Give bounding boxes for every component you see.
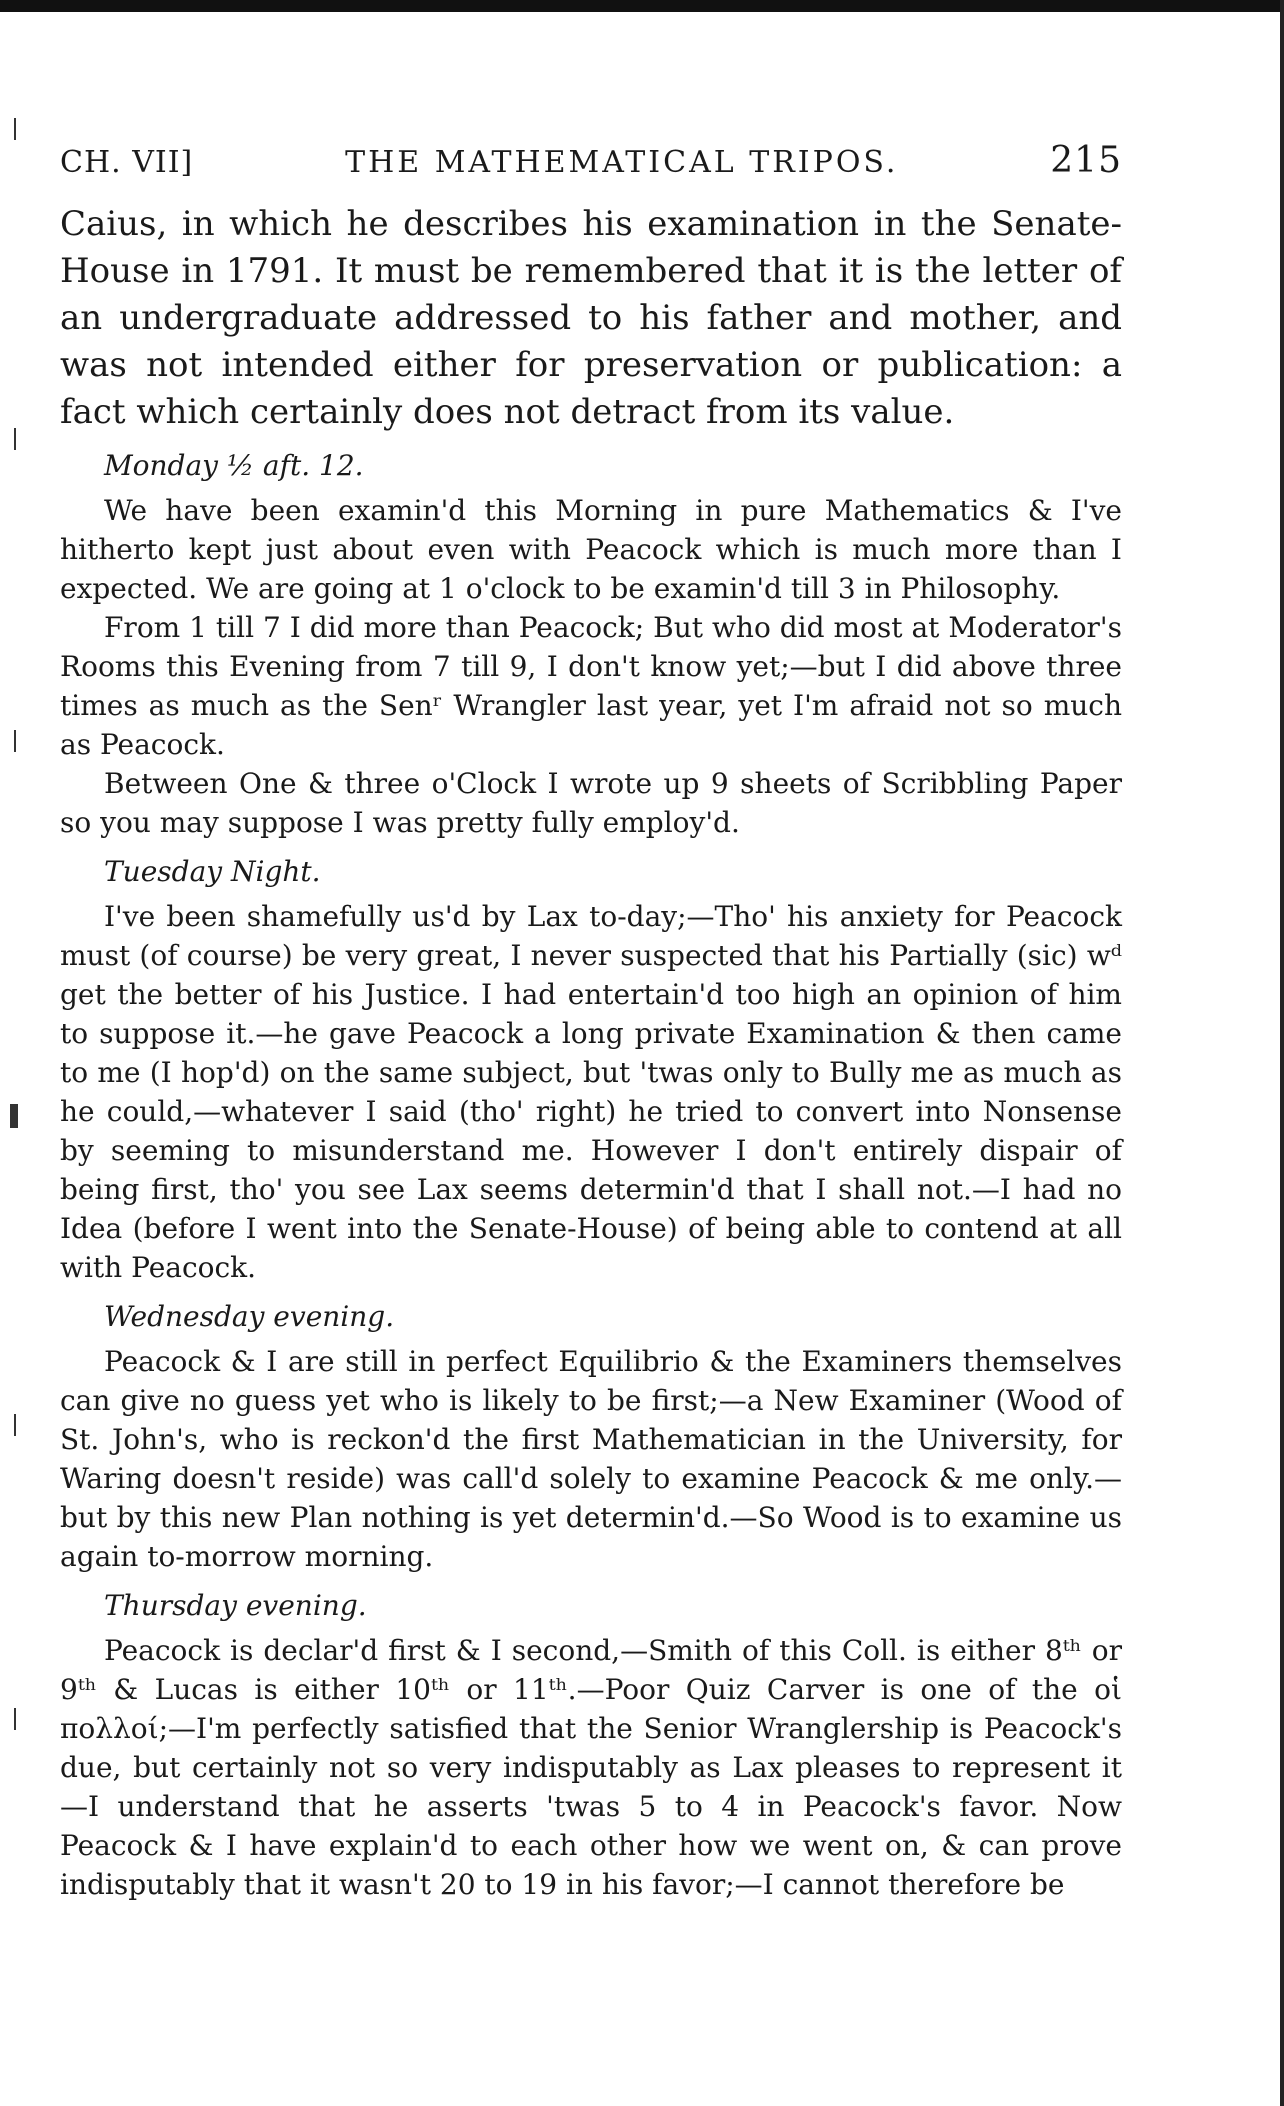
- section-heading: Tuesday Night.: [104, 855, 321, 888]
- section-heading: Wednesday evening.: [104, 1300, 395, 1333]
- binding-margin: [8, 0, 22, 2106]
- letter-paragraph: We have been examin'd this Morning in pure Mathematics & I've hitherto kept just about even with Peacock which is much more than I expected. We are going at 1 o'clock to be examin'd till 3 in Philosophy.: [60, 494, 1122, 605]
- document-page: [60, 140, 1122, 1904]
- letter-paragraph: From 1 till 7 I did more than Peacock; But who did most at Moderator's Rooms this Evening from 7 till 9, I don't know yet;—but I did above three times as much as the Senʳ Wrangler last year, yet I'm afraid not so much as Peacock.: [60, 611, 1122, 761]
- intro-paragraph: Caius, in which he describes his examination in the Senate-House in 1791. It must be remembered that it is the letter of an undergraduate addressed to his father and mother, and was not intended either for preservation or publication: a fact which certainly does not detract from its value.: [60, 204, 1122, 432]
- letter-paragraph: Peacock & I are still in perfect Equilibrio & the Examiners themselves can give no guess yet who is likely to be first;—a New Examiner (Wood of St. John's, who is reckon'd the first Mathematician in the University, for Waring doesn't reside) was call'd solely to examine Peacock & me only.—but by this new Plan nothing is yet determin'd.—So Wood is to examine us again to-morrow morning.: [60, 1345, 1122, 1573]
- chapter-label: CH. VII]: [60, 145, 194, 180]
- section-heading: Thursday evening.: [104, 1589, 367, 1622]
- letter-paragraph: Peacock is declar'd first & I second,—Smith of this Coll. is either 8ᵗʰ or 9ᵗʰ & Lucas is either 10ᵗʰ or 11ᵗʰ.—Poor Quiz Carver is one of the οἱ πολλοί;—I'm perfectly satisfied that the Senior Wranglership is Peacock's due, but certainly not so very indisputably as Lax pleases to represent it —I understand that he asserts 'twas 5 to 4 in Peacock's favor. Now Peacock & I have explain'd to each other how we went on, & can prove indisputably that it wasn't 20 to 19 in his favor;—I cannot therefore be: [60, 1634, 1122, 1901]
- page-number: 215: [1050, 140, 1122, 181]
- running-title: THE MATHEMATICAL TRIPOS.: [345, 145, 899, 180]
- page-right-edge: [1280, 0, 1284, 2106]
- section-heading: Monday ½ aft. 12.: [104, 449, 364, 482]
- letter-paragraph: Between One & three o'Clock I wrote up 9 sheets of Scribbling Paper so you may suppose I was pretty fully employ'd.: [60, 767, 1122, 839]
- page-top-edge: [0, 0, 1284, 12]
- letter-paragraph: I've been shamefully us'd by Lax to-day;—Tho' his anxiety for Peacock must (of course) be very great, I never suspected that his Partially (sic) wᵈ get the better of his Justice. I had entertain'd too high an opinion of him to suppose it.—he gave Peacock a long private Examination & then came to me (I hop'd) on the same subject, but 'twas only to Bully me as much as he could,—whatever I said (tho' right) he tried to convert into Nonsense by seeming to misunderstand me. However I don't entirely dispair of being first, tho' you see Lax seems determin'd that I shall not.—I had no Idea (before I went into the Senate-House) of being able to contend at all with Peacock.: [60, 900, 1122, 1284]
- running-header: [60, 140, 1122, 181]
